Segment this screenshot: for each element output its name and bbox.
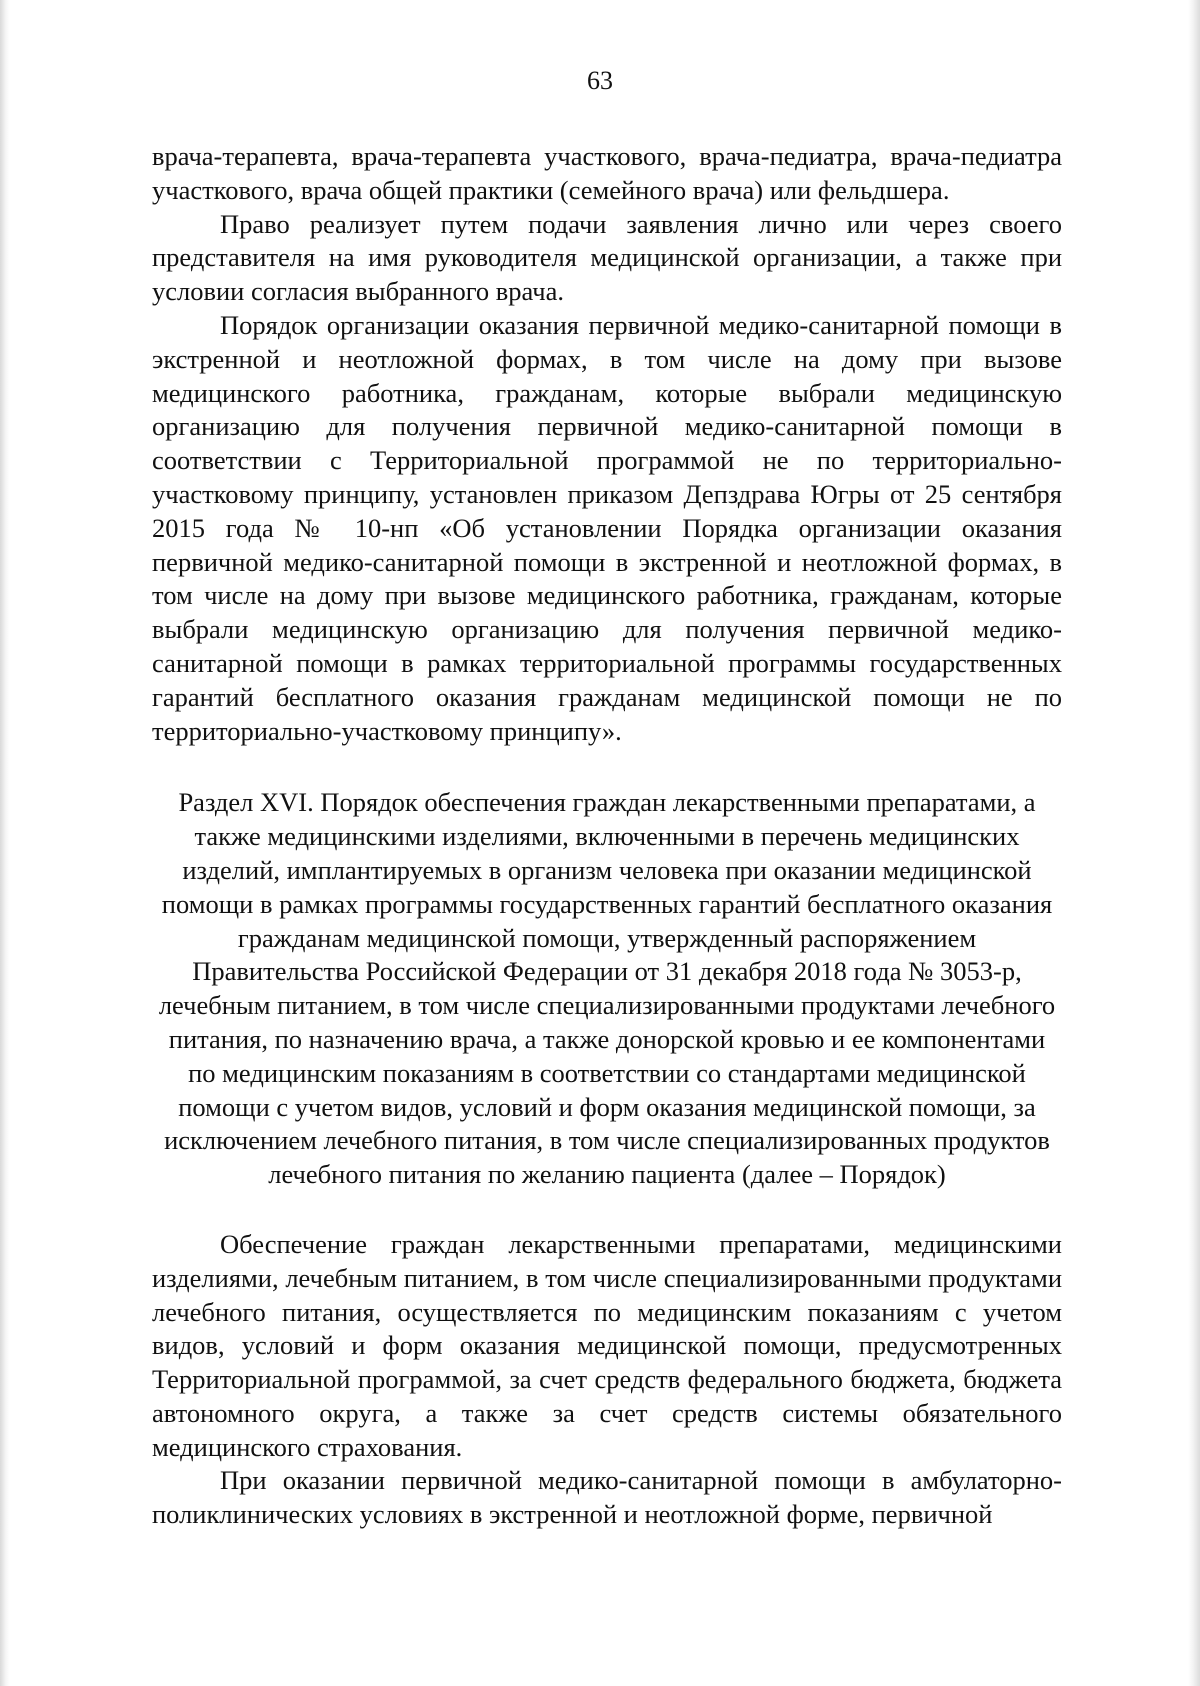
paragraph-outpatient-care: При оказании первичной медико-санитарной помощи в амбулаторно-поликлинических условиях в экстренной и неотложной форме, первичной bbox=[152, 1465, 1062, 1530]
section-heading: Раздел XVI. Порядок обеспечения граждан лекарственными препаратами, а также медицинскими изделиями, включенными в перечень медицинских изделий, имплантируемых в организм человека при оказании медицинской помощи в рамках программы государственных гарантий бесплатного оказания гражданам медицинской помощи, утвержденный распоряжением Правительства Российской Федерации от 31 декабря 2018 года № 3053-р, лечебным питанием, в том числе специализированными продуктами лечебного питания, по назначению врача, а также донорской кровью и ее компонентами по медицинским показаниям в соответствии со стандартами медицинской помощи с учетом видов, условий и форм оказания медицинской помощи, за исключением лечебного питания, в том числе специализированных продуктов лечебного питания по желанию пациента (далее – Порядок) bbox=[158, 787, 1056, 1190]
page-number: 63 bbox=[587, 66, 613, 95]
document-body bbox=[152, 140, 1062, 1532]
paragraph-emergency-care-order: Порядок организации оказания первичной медико-санитарной помощи в экстренной и неотложной формах, в том числе на дому при вызове медицинского работника, гражданам, которые выбрали медицинскую организацию для получения первичной медико-санитарной помощи в соответствии с Территориальной программой не по территориально-участковому принципу, установлен приказом Депздрава Югры от 25 сентября 2015 года № 10-нп «Об установлении Порядка организации оказания первичной медико-санитарной помощи в экстренной и неотложной формах, в том числе на дому при вызове медицинского работника, гражданам, которые выбрали медицинскую организацию для получения первичной медико-санитарной помощи в рамках территориальной программы государственных гарантий бесплатного оказания гражданам медицинской помощи не по территориально-участковому принципу». bbox=[152, 309, 1062, 746]
paragraph-continuation: врача-терапевта, врача-терапевта участкового, врача-педиатра, врача-педиатра участкового, врача общей практики (семейного врача) или фельдшера. bbox=[152, 141, 1062, 205]
paragraph-provision-of-medicines: Обеспечение граждан лекарственными препаратами, медицинскими изделиями, лечебным питанием, в том числе специализированными продуктами лечебного питания, осуществляется по медицинским показаниям с учетом видов, условий и форм оказания медицинской помощи, предусмотренных Территориальной программой, за счет средств федерального бюджета, бюджета автономного округа, а также за счет средств системы обязательного медицинского страхования. bbox=[152, 1228, 1062, 1462]
paragraph-right-implementation: Право реализует путем подачи заявления лично или через своего представителя на имя руководителя медицинской организации, а также при условии согласия выбранного врача. bbox=[152, 208, 1062, 307]
scan-edge-left bbox=[0, 0, 10, 1686]
scan-edge-right bbox=[1188, 0, 1200, 1686]
